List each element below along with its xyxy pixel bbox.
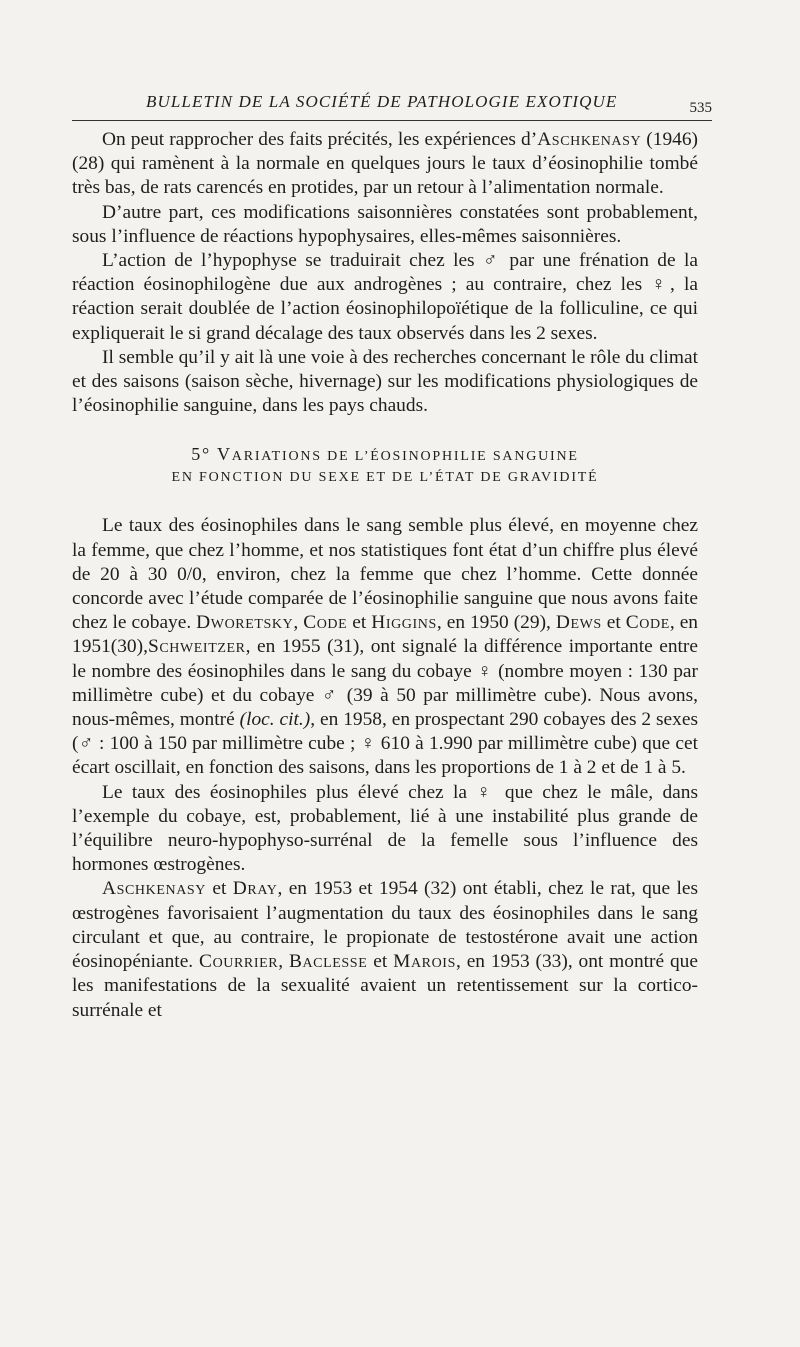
running-header xyxy=(72,92,712,122)
author-name: Schweitzer xyxy=(147,636,246,658)
journal-title: BULLETIN DE LA SOCIÉTÉ DE PATHOLOGIE EXOTIQUE xyxy=(146,92,618,111)
text-span: , xyxy=(293,612,304,634)
text-span: On peut rapprocher des faits précités, les expériences d’ xyxy=(102,129,538,150)
paragraph-7 xyxy=(72,877,698,1022)
heading-initial: V xyxy=(216,444,232,465)
text-span: , en 1951(30), xyxy=(72,612,698,658)
page-number: 535 xyxy=(689,100,712,116)
heading-number: 5° xyxy=(191,444,217,465)
author-name: Courrier xyxy=(199,951,279,973)
author-name: Dray xyxy=(232,878,278,900)
text-span: et xyxy=(206,878,233,900)
paragraph-5 xyxy=(72,514,698,780)
section-heading-line-1 xyxy=(72,444,698,467)
text-span: et xyxy=(601,612,626,634)
author-name: Dworetsky xyxy=(196,612,294,634)
paragraph-1 xyxy=(72,128,698,201)
text-span: , xyxy=(278,951,289,973)
paragraph-6: Le taux des éosinophiles plus élevé chez la ♀ que chez le mâle, dans l’exemple du cobaye, est, probablement, lié à une instabilité plus grande de l’équilibre neuro-hypophyso-surrénal de la femelle sous l’influence des hormones œstrogènes. xyxy=(72,781,698,876)
text-span: et xyxy=(347,612,372,634)
text-span: , en 1950 (29), xyxy=(436,612,556,634)
author-name: Baclesse xyxy=(288,951,368,973)
text-span: , en 1953 (33), ont montré que les manifestations de la sexualité avaient un retentissement sur la cortico-surrénale et xyxy=(72,951,698,1021)
author-name: Code xyxy=(303,612,348,634)
author-name: Aschkenasy xyxy=(537,129,642,150)
author-name: Higgins xyxy=(371,612,437,634)
main-text xyxy=(72,128,698,1023)
header-rule xyxy=(72,120,712,121)
paragraph-4: Il semble qu’il y ait là une voie à des recherches concernant le rôle du climat et des saisons (saison sèche, hivernage) sur les modifications physiologiques de l’éosinophilie sanguine, dans les pays chauds. xyxy=(72,346,698,417)
author-name: Marois xyxy=(393,951,456,973)
author-name: Aschkenasy xyxy=(102,878,207,900)
heading-text: ARIATIONS DE L’ÉOSINOPHILIE SANGUINE xyxy=(231,449,579,465)
author-name: Dews xyxy=(555,612,602,634)
text-span: , en 1955 (31), ont signalé la différence importante entre le nombre des éosinophiles dans le sang du cobaye ♀ (nombre moyen : 130 par millimètre cube) et du cobaye ♂ (39 à 50 par millimètre cube). Nous avons, nous-mêmes, montré xyxy=(72,636,698,731)
text-span: et xyxy=(367,951,394,973)
text-span: , en 1953 et 1954 (32) ont établi, chez le rat, que les œstrogènes favorisaient l’augmentation du taux des éosinophiles dans le sang circulant et que, au contraire, le propionate de testostérone avait une action éosinopéniante. xyxy=(72,878,698,973)
text-span: Le taux des éosinophiles dans le sang semble plus élevé, en moyenne chez la femme, que chez l’homme, et nos statistiques font état d’un chiffre plus élevé de 20 à 30 0/0, environ, chez la femme que chez l’homme. Cette donnée concorde avec l’étude comparée de l’éosinophilie sanguine que nous avons faite chez le cobaye. xyxy=(72,515,698,634)
author-name: Code xyxy=(625,612,670,634)
text-span: (1946) (28) qui ramènent à la normale en quelques jours le taux d’éosinophilie tombé très bas, de rats carencés en protides, par un retour à l’alimentation normale. xyxy=(72,129,699,199)
paragraph-3: L’action de l’hypophyse se traduirait chez les ♂ par une frénation de la réaction éosinophilogène due aux androgènes ; au contraire, chez les ♀, la réaction serait doublée de l’action éosinophilopoïétique de la folliculine, ce qui expliquerait le si grand décalage des taux observés dans les 2 sexes. xyxy=(72,250,698,344)
text-span: , en 1958, en prospectant 290 cobayes des 2 sexes (♂ : 100 à 150 par millimètre cube ; ♀ 610 à 1.990 par millimètre cube) que cet écart oscillait, en fonction des saisons, dans les proportions de 1 à 2 et de 1 à 5. xyxy=(72,709,699,779)
paragraph-2: D’autre part, ces modifications saisonnières constatées sont probablement, sous l’influence de réactions hypophysaires, elles-mêmes saisonnières. xyxy=(72,201,698,247)
section-heading-line-2: EN FONCTION DU SEXE ET DE L’ÉTAT DE GRAVIDITÉ xyxy=(171,470,599,486)
citation-ref: (loc. cit.) xyxy=(239,709,311,731)
